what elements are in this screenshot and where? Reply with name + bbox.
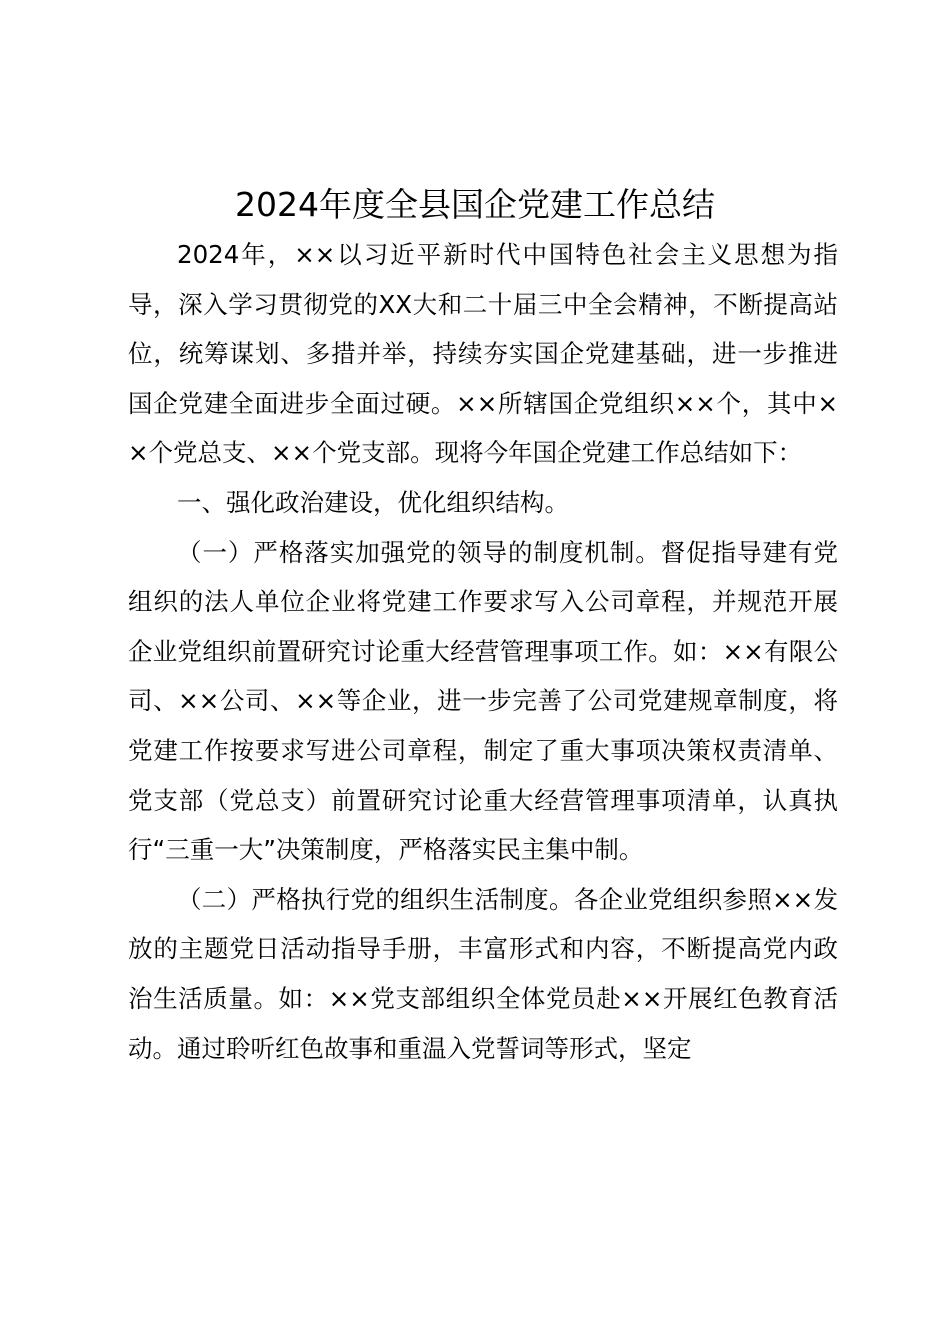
subsection-paragraph-1: （一）严格落实加强党的领导的制度机制。督促指导建有党组织的法人单位企业将党建工作要求写入公司章程，并规范开展企业党组织前置研究讨论重大经营管理事项工作。如：××有限公司、××公司、××等企业，进一步完善了公司党建规章制度，将党建工作按要求写进公司章程，制定了重大事项决策权责清单、党支部（党总支）前置研究讨论重大经营管理事项清单，认真执行“三重一大”决策制度，严格落实民主集中制。: [128, 537, 838, 865]
section-heading-1: 一、强化政治建设，优化组织结构。: [177, 487, 569, 517]
document-body: [128, 230, 838, 1073]
subsection-paragraph-2: （二）严格执行党的组织生活制度。各企业党组织参照××发放的主题党日活动指导手册，丰富形式和内容，不断提高党内政治生活质量。如：××党支部组织全体党员赴××开展红色教育活动。通过聆听红色故事和重温入党誓词等形式，坚定: [128, 884, 838, 1063]
intro-paragraph: 2024年，××以习近平新时代中国特色社会主义思想为指导，深入学习贯彻党的XX大和二十届三中全会精神，不断提高站位，统筹谋划、多措并举，持续夯实国企党建基础，进一步推进国企党建全面进步全面过硬。××所辖国企党组织××个，其中××个党总支、××个党支部。现将今年国企党建工作总结如下：: [128, 240, 838, 468]
document-title: 2024年度全县国企党建工作总结: [235, 185, 715, 224]
